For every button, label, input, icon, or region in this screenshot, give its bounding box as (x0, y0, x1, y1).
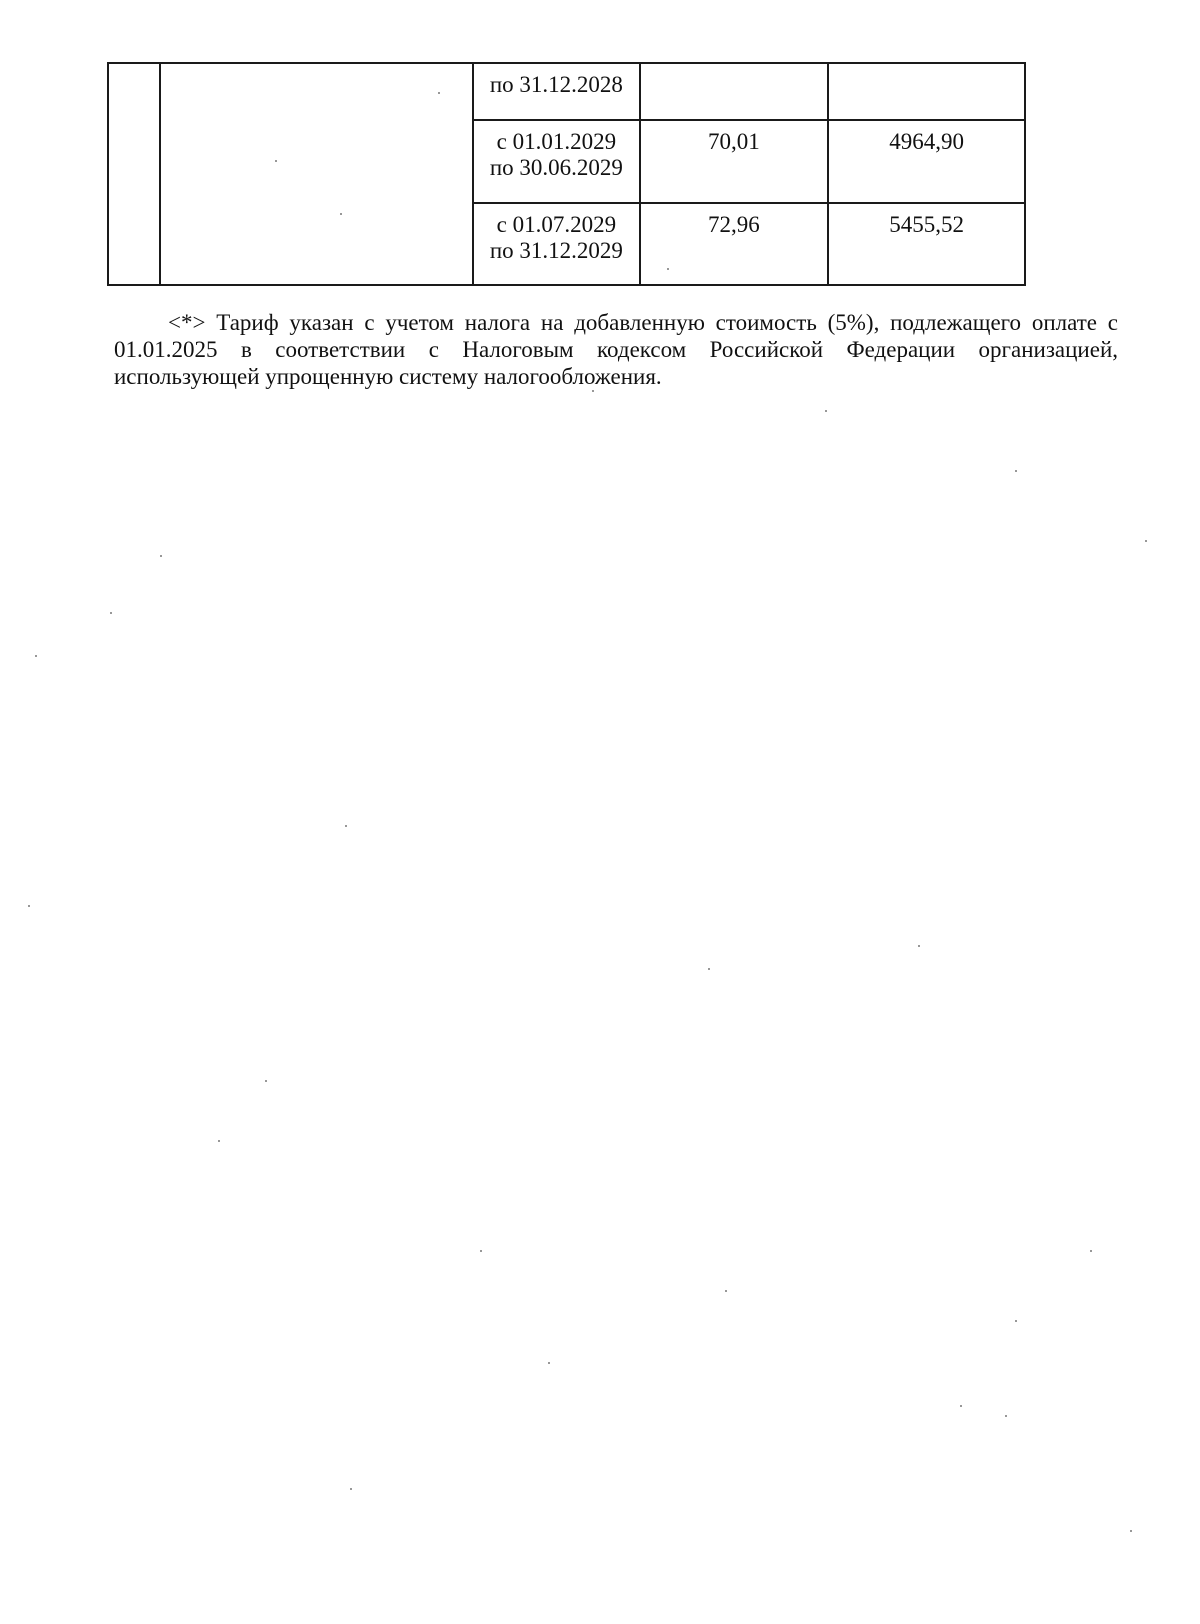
scan-speck (1130, 1530, 1132, 1532)
period-cell (473, 203, 639, 285)
period-line: по 31.12.2029 (489, 238, 623, 263)
period-line: по 30.06.2029 (489, 155, 623, 180)
scan-speck (960, 1405, 962, 1407)
scan-speck (1015, 1320, 1017, 1322)
scan-speck (1090, 1250, 1092, 1252)
scan-speck (667, 268, 669, 270)
period-line: с 01.01.2029 (496, 129, 617, 154)
row-number-cell (108, 63, 160, 285)
scan-speck (708, 968, 710, 970)
tariff-table (107, 62, 1026, 286)
scan-speck (480, 1250, 482, 1252)
scan-speck (725, 1290, 727, 1292)
scan-speck (592, 390, 594, 392)
footnote: <*> Тариф указан с учетом налога на добавленную стоимость (5%), подлежащего оплате с 01.01.2025 в соответствии с Налоговым кодексом Российской Федерации организацией, использующей упрощенную систему налогообложения. (114, 310, 1118, 389)
scan-speck (350, 1488, 352, 1490)
scan-speck (918, 945, 920, 947)
period-line: с 01.07.2029 (496, 212, 617, 237)
scan-speck (1145, 540, 1147, 542)
scan-speck (218, 1140, 220, 1142)
scan-speck (35, 655, 37, 657)
value-cell (828, 63, 1025, 120)
value-cell: 5455,52 (828, 203, 1025, 285)
scan-speck (340, 213, 342, 215)
period-line: по 31.12.2028 (489, 72, 623, 97)
rate-cell: 72,96 (640, 203, 829, 285)
scan-speck (265, 1080, 267, 1082)
value-cell: 4964,90 (828, 120, 1025, 203)
period-cell (473, 63, 639, 120)
scan-speck (548, 1362, 550, 1364)
scan-speck (28, 905, 30, 907)
scan-speck (438, 92, 440, 94)
scan-speck (110, 612, 112, 614)
period-cell (473, 120, 639, 203)
table-row (108, 63, 1025, 120)
scan-speck (275, 160, 277, 162)
name-cell (160, 63, 473, 285)
scan-speck (1015, 470, 1017, 472)
scan-speck (1005, 1415, 1007, 1417)
rate-cell: 70,01 (640, 120, 829, 203)
scan-speck (345, 825, 347, 827)
scan-speck (160, 555, 162, 557)
rate-cell (640, 63, 829, 120)
scan-speck (825, 410, 827, 412)
